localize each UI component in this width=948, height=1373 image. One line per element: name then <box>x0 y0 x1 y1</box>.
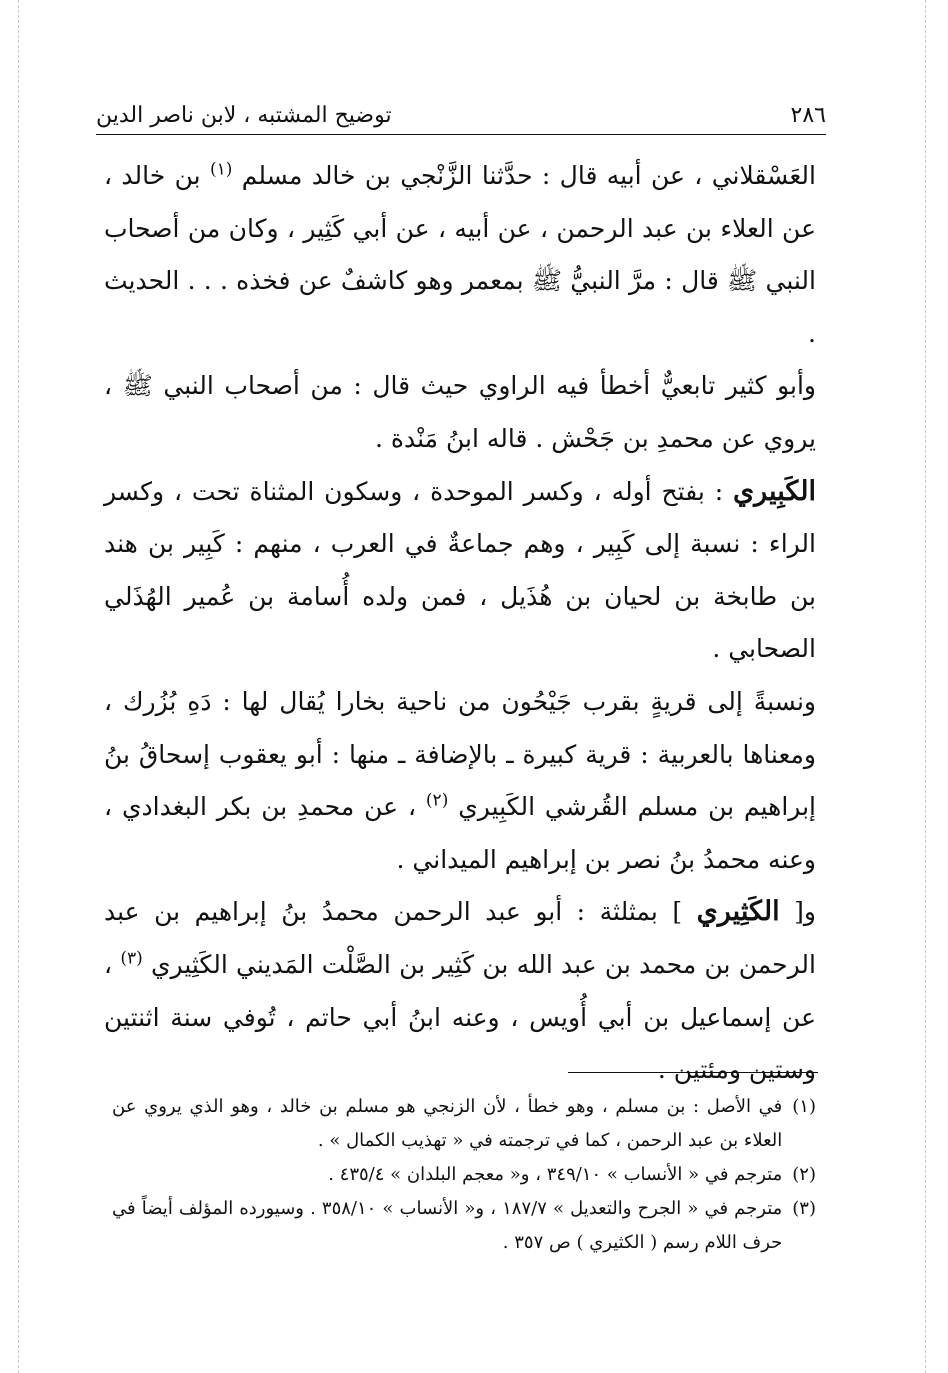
paragraph <box>104 150 816 360</box>
text-run: ، عن محمدِ بن بكر البغدادي ، وعنه محمدُ بنُ نصر بن إبراهيم الميداني . <box>104 792 816 874</box>
footnote-ref: (١) <box>209 159 233 180</box>
paragraph <box>104 676 816 886</box>
text-run: بن خالد ، عن العلاء بن عبد الرحمن ، عن أبيه ، عن أبي كَثِير ، وكان من أصحاب النبي ﷺ قال : مرَّ النبيُّ ﷺ بمعمر وهو كاشفٌ عن فخذه . . . الحديث . <box>104 161 816 348</box>
footnote-number: (١) <box>792 1096 816 1117</box>
footnote-ref: (٣) <box>120 948 143 969</box>
footnote-text: في الأصل : بن مسلم ، وهو خطأ ، لأن الزنجي هو مسلم بن خالد ، وهو الذي يروي عن العلاء بن عبد الرحمن ، كما في ترجمته في « تهذيب الكمال » . <box>112 1096 783 1151</box>
text-run: ونسبةً إلى قريةٍ بقرب جَيْحُون من ناحية بخارا يُقال لها : دَهِ بُزُرك ، ومعناها بالعربية : قرية كبيرة ـ بالإضافة ـ منها : أبو يعقوب إسحاقُ بنُ إبراهيم بن مسلم القُرشي الكَبِيري <box>104 686 816 822</box>
footnote-ref: (٢) <box>425 790 449 811</box>
paragraph <box>104 466 816 676</box>
entry-heading: الكَبِيري <box>733 475 816 507</box>
text-run: ] بمثلثة : أبو عبد الرحمن محمدُ بنُ إبراهيم بن عبد الرحمن بن محمد بن عبد الله بن كَثِير بن الصَّلْت المَديني الكَثِيري <box>104 897 816 979</box>
footnote-text: مترجم في « الجرح والتعديل » ١٨٧/٧ ، و« الأنساب » ٣٥٨/١٠ . وسيورده المؤلف أيضاً في حرف اللام رسم ( الكثيري ) ص ٣٥٧ . <box>112 1198 783 1253</box>
footnotes <box>112 1090 816 1260</box>
paragraph <box>104 360 816 465</box>
header-rule <box>96 134 826 135</box>
main-text <box>104 150 816 1097</box>
running-title: توضيح المشتبه ، لابن ناصر الدين <box>96 103 392 128</box>
footnote-number: (٢) <box>792 1164 816 1185</box>
footnote-text: مترجم في « الأنساب » ٣٤٩/١٠ ، و« معجم البلدان » ٤٣٥/٤ . <box>328 1164 783 1185</box>
scan-edge-right <box>925 0 926 1373</box>
page-number: ٢٨٦ <box>790 103 826 128</box>
scan-edge-left <box>18 0 19 1373</box>
text-run: و[ <box>779 897 816 927</box>
text-run: العَسْقلاني ، عن أبيه قال : حدَّثنا الزَّنْجي بن خالد مسلم <box>232 161 816 190</box>
running-header <box>96 88 826 128</box>
paragraph <box>104 886 816 1096</box>
footnote-separator <box>568 1072 818 1073</box>
footnote-number: (٣) <box>792 1198 816 1219</box>
text-run: ، عن إسماعيل بن أبي أُويس ، وعنه ابنُ أبي حاتم ، تُوفي سنة اثنتين وستين ومئتين . <box>104 949 816 1085</box>
text-run: وأبو كثير تابعيٌّ أخطأ فيه الراوي حيث قال : من أصحاب النبي ﷺ ، يروي عن محمدِ بن جَحْش . قاله ابنُ مَنْدة . <box>104 371 817 453</box>
text-run: : بفتح أوله ، وكسر الموحدة ، وسكون المثناة تحت ، وكسر الراء : نسبة إلى كَبِير ، وهم جماعةٌ في العرب ، منهم : كَبِير بن هند بن طابخة بن لحيان بن هُذَيل ، فمن ولده أُسامة بن عُمير الهُذَلي الصحابي . <box>104 476 816 664</box>
footnote <box>112 1090 816 1158</box>
footnote <box>112 1192 816 1260</box>
footnote <box>112 1158 816 1192</box>
entry-heading: الكَثِيري <box>696 896 780 928</box>
